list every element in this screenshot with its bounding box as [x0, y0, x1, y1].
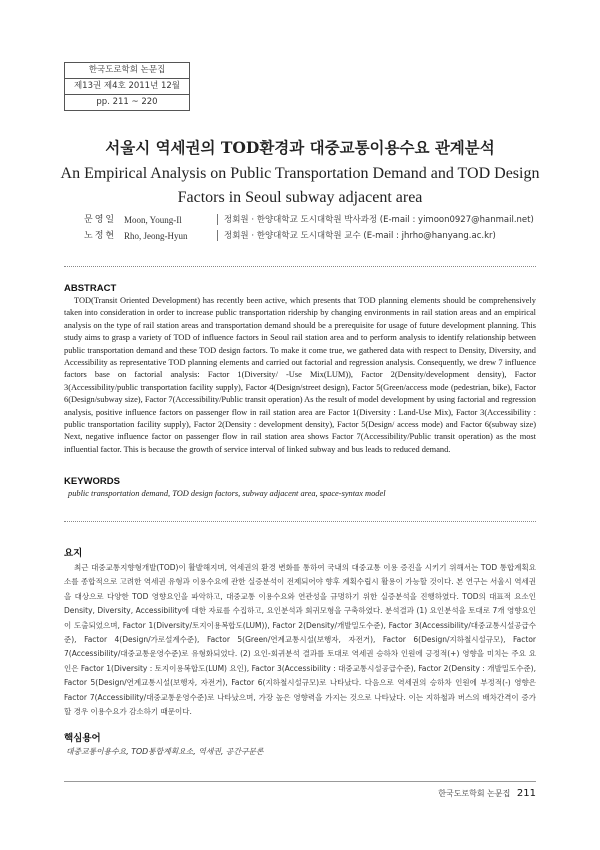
author-divider [217, 230, 218, 241]
journal-name: 한국도로학회 논문집 [65, 63, 189, 79]
author-list [84, 212, 534, 244]
section-divider [64, 266, 536, 267]
korean-abstract-heading: 요지 [64, 548, 83, 559]
author-row [84, 228, 534, 244]
title-korean: 서울시 역세권의 TOD환경과 대중교통이용수요 관계분석 [105, 138, 495, 157]
journal-pages: pp. 211 ~ 220 [96, 97, 158, 107]
korean-keywords-heading: 핵심용어 [64, 733, 101, 744]
author-name-english: Rho, Jeong-Hyun [124, 231, 188, 241]
page-footer [438, 788, 536, 799]
korean-keywords-text: 대중교통이용수요, TOD통합계획요소, 역세권, 공간구문론 [66, 747, 264, 756]
journal-info-box [64, 62, 190, 111]
section-divider [64, 521, 536, 522]
title-english: An Empirical Analysis on Public Transportation Demand and TOD Design Factors in Seoul subway adjacent area [60, 165, 540, 206]
author-divider [217, 214, 218, 225]
author-affiliation: 정회원 · 한양대학교 도시대학원 교수 (E-mail : jhrho@hanyang.ac.kr) [224, 231, 496, 241]
keywords-text: public transportation demand, TOD design factors, subway adjacent area, space-syntax model [68, 489, 386, 498]
footer-rule [64, 781, 536, 782]
korean-abstract-text: 최근 대중교통지향형개발(TOD)이 활발해지며, 역세권의 환경 변화를 통하여 국내의 대중교통 이용 증진을 시키기 위해서는 TOD 통합계획요소를 종합적으로 고려한 역세권 유형과 이용수요에 관한 실증분석이 전제되어야 향후 계획수립시 활용이 가능할 것이다. 본 연구는 서울시 역세권을 대상으로 다양한 TOD 영향요인을 파악하고, 대중교통 이용수요와 연관성을 규명하기 위한 실증분석을 진행하였다. TOD의 대표적 요소인 Density, Diversity, Accessibility에 대한 자료를 수집하고, 요인분석과 회귀모형을 구축하였다. 분석결과 (1) 요인분석을 토대로 7개 영향요인이 도출되었으며, Factor 1(Diversity/토지이용복합도(LUM)), Factor 2(Density/개발밀도수준), Factor 3(Accessibility/대중교통시설공급수준), Factor 4(Design/가로설계수준), Factor 5(Green/연계교통시설(보행자, 자전거), Factor 6(Design/지하철시설규모), Factor 7(Accessibility/대중교통운영수준)로 유형화되었다. (2) 요인-회귀분석 결과를 토대로 역세권 승하차 인원에 긍정적(+) 영향을 미치는 주요 요인은 Factor 1(Diversity : 토지이용복합도(LUM) 요인), Factor 3(Accessibility : 대중교통시설공급수준), Factor 2(Density : 개발밀도수준), Factor 5(Design/연계교통시설(보행자, 자전거), Factor 6(지하철시설규모)로 나타났다. 다음으로 역세권의 승하차 인원에 부정적(-) 영향은 Factor 7(Accessibility/대중교통운영수준)로 나타났으며, 가장 높은 영향력을 가지는 것으로 나타났다. 이는 지하철과 버스의 배차간격이 증가할 경우 이용수요가 감소하기 때문이다. [64, 563, 536, 717]
author-affiliation: 정회원 · 한양대학교 도시대학원 박사과정 (E-mail : yimoon0927@hanmail.net) [224, 215, 534, 225]
abstract-heading: ABSTRACT [64, 283, 117, 294]
author-name-english: Moon, Young-Il [124, 215, 182, 225]
author-name-korean: 문영일 [84, 215, 117, 225]
author-name-korean: 노정현 [84, 231, 117, 241]
footer-journal-name: 한국도로학회 논문집 [438, 789, 511, 798]
abstract-text: TOD(Transit Oriented Development) has recently been active, which presents that TOD planning elements should be comprehensively taken into consideration in order to increase public transportation ridership by changing environments in rail station areas and an empirical analysis on the type of rail station areas and transportation demand should be a prerequisite for usage of future development planning. This study aims to grasp a variety of TOD of influence factors in Seoul rail station area and to perform analysis to identify relationship between public transportation demand and these TOD design factors. To make it come true, we gathered data with respect to Density, Diversity, and Accessibility as representative TOD planning elements and carried out factorial and regression analysis. Consequently, we drew 7 influence factors base on factorial analysis: Factor 1(Diversity/ -Use Mix(LUM)), Factor 2(Density/development density), Factor 3(Accessibility/public transportation facility supply), Factor 4(Design/street design), Factor 5(Green/access mode (pedestrian, bike), Factor 6(Design/subway size), Factor 7(Accessibility/Public transit operation) As the result of model development by using factorial and regression analysis, positive influence factors on passenger flow in rail station area are Factor 1(Diversity : Land-Use Mix), Factor 3(Accessibility : public transportation facility supply), Factor 2(Density : development density), Factor 5(Design/ access mode) and Factor 6(subway size) Next, negative influence factor on passenger flow in rail station area shows Factor 7(Accessibility/Public transit operation) as the most influential factor. This is because the growth of service interval of linked subway and bus leads to reduced demand. [64, 296, 536, 454]
author-row [84, 212, 534, 228]
page-number: 211 [516, 788, 536, 799]
keywords-heading: KEYWORDS [64, 476, 120, 487]
journal-volume: 제13권 제4호 2011년 12월 [65, 79, 189, 95]
